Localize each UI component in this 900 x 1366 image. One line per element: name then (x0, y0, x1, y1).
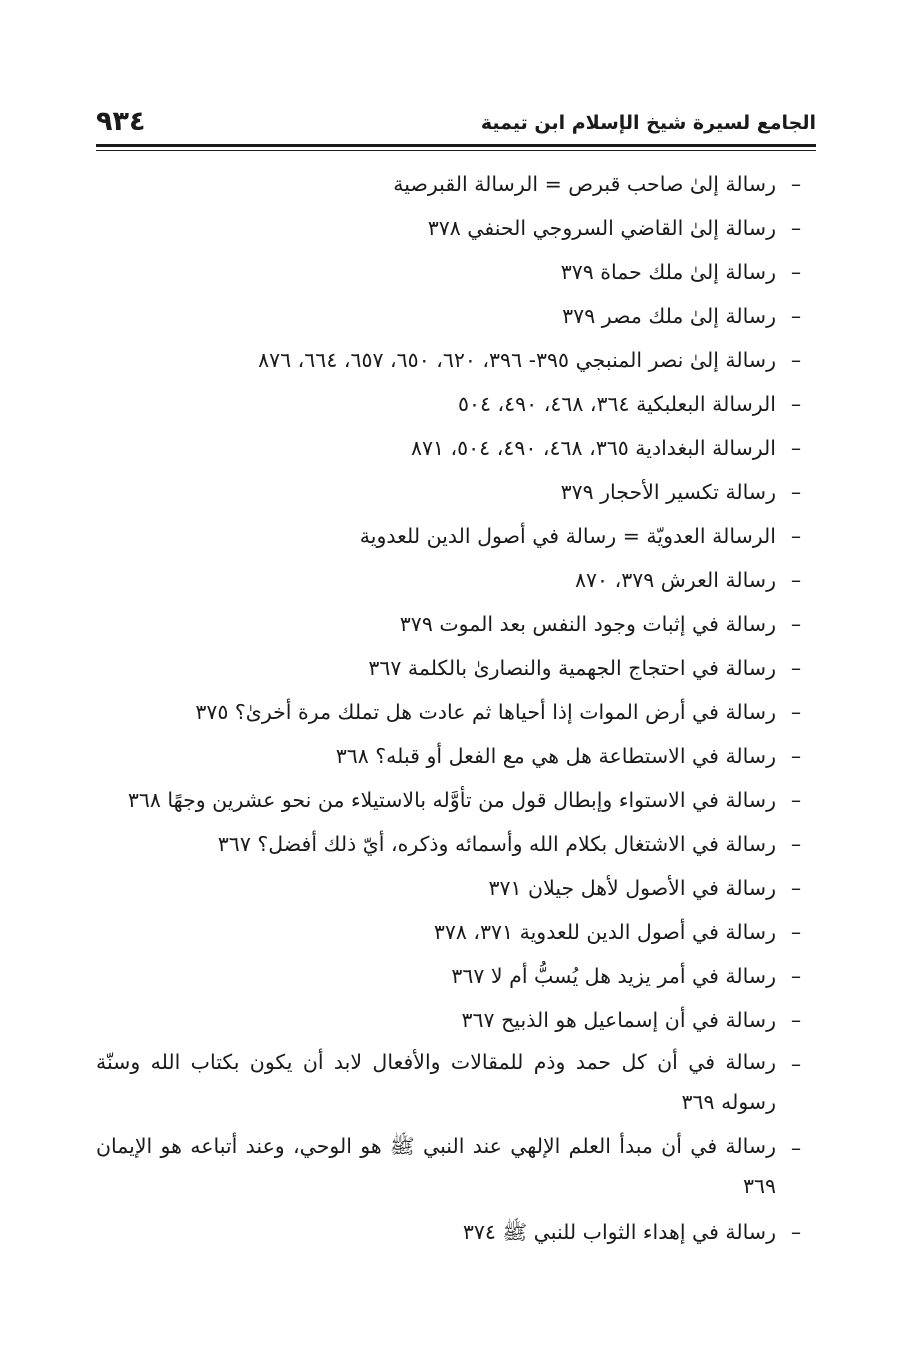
index-entry (96, 602, 816, 646)
index-entry-list (96, 162, 816, 1254)
page-number: ٩٣٤ (96, 106, 146, 137)
entry-text: الرسالة البعلبكية ٣٦٤، ٤٦٨، ٤٩٠، ٥٠٤ (457, 392, 776, 416)
running-title: الجامع لسيرة شيخ الإسلام ابن تيمية (480, 112, 816, 134)
entry-dash: – (790, 920, 802, 944)
index-entry (96, 162, 816, 206)
entry-dash: – (790, 524, 802, 548)
index-entry (96, 998, 816, 1042)
index-entry (96, 206, 816, 250)
index-entry (96, 426, 816, 470)
entry-dash: – (790, 348, 802, 372)
entry-dash: – (790, 1008, 802, 1032)
entry-text: رسالة في الاشتغال بكلام الله وأسمائه وذكره، أيّ ذلك أفضل؟ ٣٦٧ (217, 832, 776, 856)
index-entry (96, 294, 816, 338)
entry-dash: – (790, 260, 802, 284)
header-rule-thick (96, 144, 816, 147)
index-entry (96, 382, 816, 426)
entry-text: رسالة العرش ٣٧٩، ٨٧٠ (575, 568, 776, 592)
entry-text: الرسالة العدويّة = رسالة في أصول الدين للعدوية (359, 524, 776, 548)
entry-dash: – (790, 172, 802, 196)
entry-dash: – (790, 612, 802, 636)
entry-dash: – (790, 480, 802, 504)
entry-dash: – (790, 1220, 802, 1244)
entry-text: رسالة إلىٰ ملك حماة ٣٧٩ (560, 260, 776, 284)
entry-dash: – (790, 1136, 802, 1160)
entry-text: رسالة في أن إسماعيل هو الذبيح ٣٦٧ (461, 1008, 776, 1032)
entry-dash: – (790, 744, 802, 768)
index-entry (96, 1126, 816, 1210)
entry-dash: – (790, 964, 802, 988)
entry-text: رسالة في أن مبدأ العلم الإلهي عند النبي ﷺ هو الوحي، وعند أتباعه هو الإيمان ٣٦٩ (96, 1134, 776, 1198)
index-entry (96, 822, 816, 866)
header-rule-thin (96, 150, 816, 151)
index-entry (96, 734, 816, 778)
entry-text: رسالة في الاستطاعة هل هي مع الفعل أو قبله؟ ٣٦٨ (335, 744, 776, 768)
index-entry (96, 338, 816, 382)
entry-text: رسالة إلىٰ القاضي السروجي الحنفي ٣٧٨ (427, 216, 776, 240)
entry-dash: – (790, 568, 802, 592)
entry-dash: – (790, 832, 802, 856)
index-entry (96, 558, 816, 602)
entry-text: رسالة في أمر يزيد هل يُسبُّ أم لا ٣٦٧ (451, 964, 776, 988)
entry-text: رسالة إلىٰ نصر المنبجي ٣٩٥- ٣٩٦، ٦٢٠، ٦٥٠، ٦٥٧، ٦٦٤، ٨٧٦ (258, 348, 776, 372)
index-entry (96, 954, 816, 998)
entry-text: رسالة في احتجاج الجهمية والنصارىٰ بالكلمة ٣٦٧ (368, 656, 776, 680)
entry-text: رسالة في الأصول لأهل جيلان ٣٧١ (488, 876, 776, 900)
entry-dash: – (790, 788, 802, 812)
index-entry (96, 910, 816, 954)
entry-text: الرسالة البغدادية ٣٦٥، ٤٦٨، ٤٩٠، ٥٠٤، ٨٧١ (410, 436, 776, 460)
index-entry (96, 778, 816, 822)
entry-text: رسالة في الاستواء وإبطال قول من تأوَّله بالاستيلاء من نحو عشرين وجهًا ٣٦٨ (127, 788, 776, 812)
entry-text: رسالة في إهداء الثواب للنبي ﷺ ٣٧٤ (462, 1220, 776, 1244)
entry-text: رسالة إلىٰ ملك مصر ٣٧٩ (562, 304, 776, 328)
entry-dash: – (790, 656, 802, 680)
entry-dash: – (790, 700, 802, 724)
index-entry (96, 514, 816, 558)
index-entry (96, 866, 816, 910)
entry-dash: – (790, 876, 802, 900)
entry-dash: – (790, 392, 802, 416)
entry-dash: – (790, 1052, 802, 1076)
page-header (96, 104, 816, 144)
entry-dash: – (790, 216, 802, 240)
index-entry (96, 646, 816, 690)
entry-dash: – (790, 436, 802, 460)
index-entry (96, 1210, 816, 1254)
entry-text: رسالة في أن كل حمد وذم للمقالات والأفعال لابد أن يكون بكتاب الله وسنّة رسوله ٣٦٩ (96, 1050, 776, 1114)
index-entry (96, 470, 816, 514)
index-entry (96, 250, 816, 294)
entry-text: رسالة في أصول الدين للعدوية ٣٧١، ٣٧٨ (433, 920, 776, 944)
entry-text: رسالة تكسير الأحجار ٣٧٩ (560, 480, 776, 504)
index-entry (96, 1042, 816, 1126)
index-entry (96, 690, 816, 734)
entry-text: رسالة في أرض الموات إذا أحياها ثم عادت هل تملك مرة أخرىٰ؟ ٣٧٥ (195, 700, 776, 724)
entry-dash: – (790, 304, 802, 328)
entry-text: رسالة في إثبات وجود النفس بعد الموت ٣٧٩ (399, 612, 776, 636)
entry-text: رسالة إلىٰ صاحب قبرص = الرسالة القبرصية (393, 172, 776, 196)
